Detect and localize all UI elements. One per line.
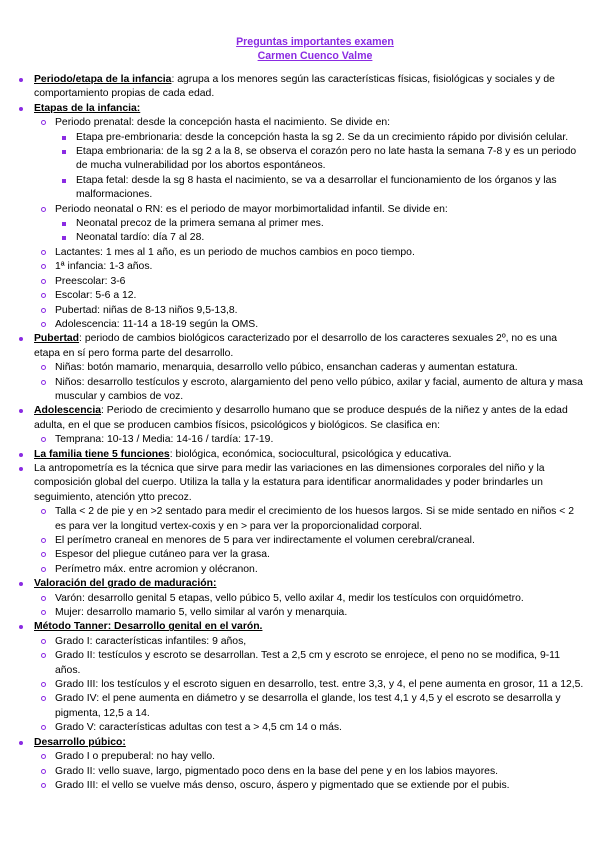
document-author: Carmen Cuenco Valme [257,49,373,62]
list-item: El perímetro craneal en menores de 5 para ver indirectamente el volumen cerebral/craneal. [55,534,584,548]
title-block [34,36,584,63]
list-item: Etapa fetal: desde la sg 8 hasta el nacimiento, se va a desarrollar el funcionamiento de los órganos y las malformaciones. [76,174,584,203]
list-item-tanner [34,620,584,735]
list-item: Talla < 2 de pie y en >2 sentado para medir el crecimiento de los huesos largos. Si se mide sentado en niños < 2 es para ver la longitud vertex-coxis y en > para ver la proporcionalidad corporal. [55,505,584,534]
list-item-familia: La familia tiene 5 funciones: biológica, económica, sociocultural, psicológica y educativa. [34,448,584,462]
list-item-pubico [34,736,584,794]
term-infancia: Periodo/etapa de la infancia [34,74,172,85]
list-item: Grado V: características adultas con test a > 4,5 cm 14 o más. [55,721,584,735]
list-item: Etapa embrionaria: de la sg 2 a la 8, se observa el corazón pero no late hasta la semana 7-8 y es un periodo de mucha vulnerabilidad por los abortos espontáneos. [76,145,584,174]
list-item: Etapa pre-embrionaria: desde la concepción hasta la sg 2. Se da un crecimiento rápido por división celular. [76,131,584,145]
list-item: Neonatal tardío: día 7 al 28. [76,231,584,245]
list-item: Grado I: características infantiles: 9 años, [55,635,584,649]
list-item: Preescolar: 3-6 [55,275,584,289]
list-item-pubertad: Pubertad: periodo de cambios biológicos caracterizado por el desarrollo de los caracteres sexuales 2º, no es una etapa en sí pero forma parte del desarrollo. Niñas: botón mamario, menarquia, desarrollo vello púbico, ensanchan caderas y aumentan estatura. Niños: desarrollo testículos y escroto, alargamiento del peno vello púbico, axilar y facial, aumento de altura y masa muscular y cambios de voz. [34,332,584,404]
term-etapas: Etapas de la infancia: [34,102,141,114]
main-list [34,73,584,793]
list-item: Grado I o prepuberal: no hay vello. [55,750,584,764]
list-item-maduracion [34,577,584,620]
list-item-etapas [34,102,584,333]
list-item-adolescencia: Adolescencia: Periodo de crecimiento y desarrollo humano que se produce después de la niñez y antes de la edad adulta, en el que se producen cambios físicos, psicológicos y biológicos. Se clasifica en: Temprana: 10-13 / Media: 14-16 / tardía: 17-19. [34,404,584,447]
list-item: Perímetro máx. entre acromion y olécranon. [55,563,584,577]
term-maduracion: Valoración del grado de maduración: [34,578,217,590]
term-adolescencia: Adolescencia [34,405,101,417]
term-pubertad: Pubertad [34,333,80,345]
term-pubico: Desarrollo púbico: [34,736,126,748]
list-item-infancia: Periodo/etapa de la infancia: agrupa a los menores según las características físicas, fisiológicas y sociales y de comportamiento propias de cada edad. [34,73,584,102]
list-item: Periodo neonatal o RN: es el periodo de mayor morbimortalidad infantil. Se divide en: Neonatal precoz de la primera semana al primer mes. Neonatal tardío: día 7 al 28. [55,203,584,246]
document-title: Preguntas importantes examen [236,36,394,48]
term-familia: La familia tiene 5 funciones [34,448,170,460]
list-item: Escolar: 5-6 a 12. [55,289,584,303]
list-item: Grado IV: el pene aumenta en diámetro y se desarrolla el glande, los test 4,1 y 4,5 y el escroto se desarrolla y pigmenta, 12,5 a 14. [55,692,584,721]
list-item: Niños: desarrollo testículos y escroto, alargamiento del peno vello púbico, axilar y facial, aumento de altura y masa muscular y cambios de voz. [55,376,584,405]
list-item: Temprana: 10-13 / Media: 14-16 / tardía: 17-19. [55,433,584,447]
list-item: Grado II: testículos y escroto se desarrollan. Test a 2,5 cm y escroto se enrojece, el peno no se modifica, 9-11 años. [55,649,584,678]
list-item: Adolescencia: 11-14 a 18-19 según la OMS. [55,318,584,332]
list-item: Grado II: vello suave, largo, pigmentado poco dens en la base del pene y en los labios mayores. [55,765,584,779]
list-item: Niñas: botón mamario, menarquia, desarrollo vello púbico, ensanchan caderas y aumentan estatura. [55,361,584,375]
list-item: Varón: desarrollo genital 5 etapas, vello púbico 5, vello axilar 4, medir los testículos con orquidómetro. [55,592,584,606]
list-item: Lactantes: 1 mes al 1 año, es un periodo de muchos cambios en poco tiempo. [55,246,584,260]
list-item-antropometria: La antropometría es la técnica que sirve para medir las variaciones en las dimensiones corporales del niño y la composición global del cuerpo. Utiliza la talla y la estatura para identificar anormalidades y poder brindarles un seguimiento, atención ytto precoz. Talla < 2 de pie y en >2 sentado para medir el crecimiento de los huesos largos. Si se mide sentado en niños < 2 es para ver la longitud vertex-coxis y en > para ver la proporcionalidad corporal. El perímetro craneal en menores de 5 para ver indirectamente el volumen cerebral/craneal. Espesor del pliegue cutáneo para ver la grasa. Perímetro máx. entre acromion y olécranon. [34,462,584,577]
list-item: 1ª infancia: 1-3 años. [55,260,584,274]
list-item: Grado III: el vello se vuelve más denso, oscuro, áspero y pigmentado que se extiende por el pubis. [55,779,584,793]
list-item: Periodo prenatal: desde la concepción hasta el nacimiento. Se divide en: Etapa pre-embrionaria: desde la concepción hasta la sg 2. Se da un crecimiento rápido por división celular. Etapa embrionaria: de la sg 2 a la 8, se observa el corazón pero no late hasta la semana 7-8 y es un periodo de mucha vulnerabilidad por los abortos espontáneos. Etapa fetal: desde la sg 8 hasta el nacimiento, se va a desarrollar el funcionamiento de los órganos y las malformaciones. [55,116,584,202]
list-item: Pubertad: niñas de 8-13 niños 9,5-13,8. [55,304,584,318]
list-item: Mujer: desarrollo mamario 5, vello similar al varón y menarquia. [55,606,584,620]
list-item: Grado III: los testículos y el escroto siguen en desarrollo, test. entre 3,3, y 4, el pene aumenta en grosor, 11 a 12,5. [55,678,584,692]
list-item: Espesor del pliegue cutáneo para ver la grasa. [55,548,584,562]
list-item: Neonatal precoz de la primera semana al primer mes. [76,217,584,231]
term-tanner: Método Tanner: Desarrollo genital en el varón. [34,621,263,633]
